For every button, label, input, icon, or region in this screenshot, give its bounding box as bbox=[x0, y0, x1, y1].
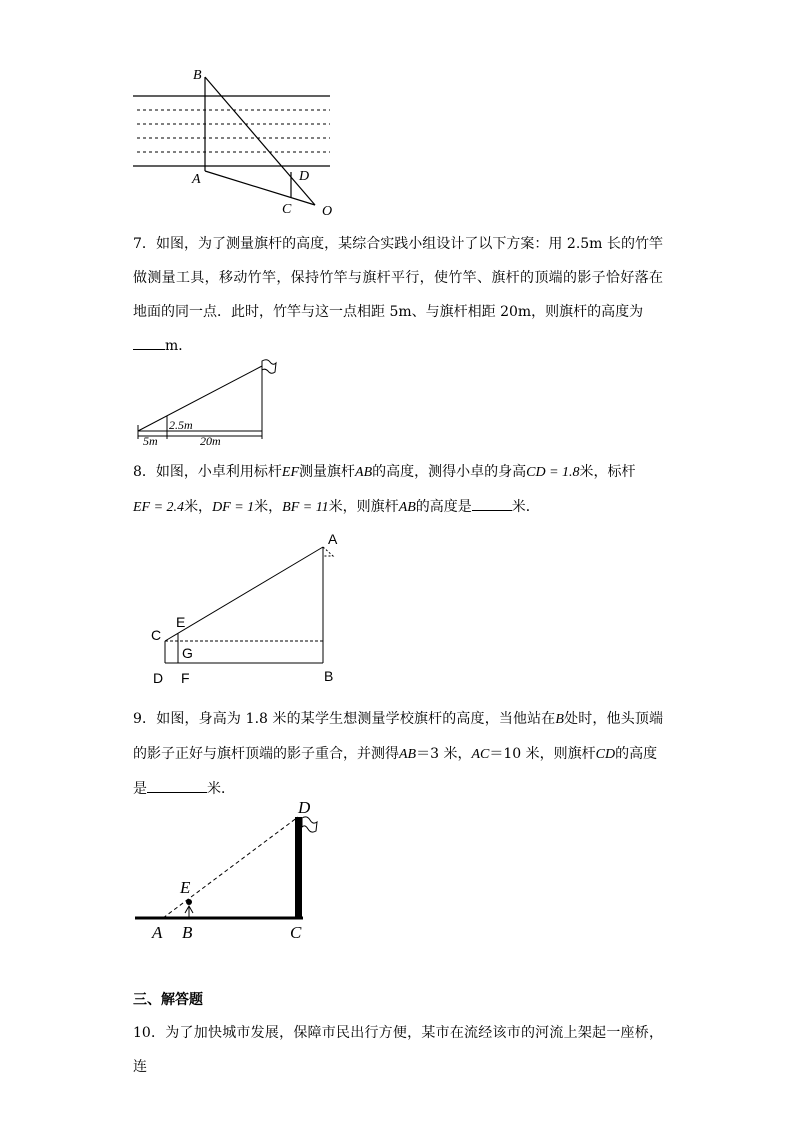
label-d: D bbox=[153, 670, 164, 686]
label-e: E bbox=[176, 614, 186, 630]
question-9 bbox=[133, 702, 663, 806]
math-ef: EF bbox=[281, 465, 300, 480]
question-10 bbox=[133, 1016, 663, 1084]
question-7 bbox=[133, 227, 663, 363]
unit-text: m． bbox=[165, 338, 193, 354]
answer-blank[interactable] bbox=[133, 335, 165, 350]
marker-diagram bbox=[145, 528, 355, 688]
math-ab: AB bbox=[399, 747, 417, 762]
label-c: C bbox=[290, 923, 302, 942]
label-d: D bbox=[298, 798, 311, 817]
text-segment: ＝3 米， bbox=[416, 746, 472, 762]
question-number: 9． bbox=[133, 711, 157, 727]
math-cd: CD bbox=[595, 747, 616, 762]
label-a: A bbox=[328, 531, 338, 547]
label-dist-20m: 20m bbox=[200, 434, 221, 448]
text-segment: 米， bbox=[184, 499, 213, 515]
student-diagram bbox=[133, 797, 333, 947]
question-text: 为了加快城市发展，保障市民出行方便，某市在流经该市的河流上架起一座桥，连 bbox=[133, 1025, 663, 1075]
text-segment: 处时，他头顶端的影子正好与旗杆顶端的影子重合，并测得 bbox=[133, 711, 663, 762]
question-number: 10． bbox=[133, 1025, 166, 1041]
river-diagram bbox=[133, 65, 343, 225]
label-a: A bbox=[152, 923, 163, 942]
text-segment: 如图，身高为 1.8 米的某学生想测量学校旗杆的高度，当他站在 bbox=[156, 711, 556, 727]
math-ab: AB bbox=[355, 465, 373, 480]
flagpole-diagram bbox=[133, 355, 283, 450]
math-bf: BF = 11 bbox=[282, 500, 329, 515]
math-b: B bbox=[555, 712, 564, 727]
question-number: 8． bbox=[133, 464, 156, 480]
flag-icon bbox=[302, 817, 317, 832]
sight-line bbox=[138, 366, 262, 431]
question-number: 7． bbox=[133, 236, 156, 252]
answer-blank[interactable] bbox=[472, 496, 512, 511]
question-text: 如图，为了测量旗杆的高度，某综合实践小组设计了以下方案：用 2.5m 长的竹竿做测量工具，移动竹竿，保持竹竿与旗杆平行，使竹竿、旗杆的顶端的影子恰好落在地面的同一点．此时，竹竿与这一点相距 5m、与旗杆相距 20m，则旗杆的高度为 bbox=[133, 236, 663, 320]
label-b: B bbox=[324, 668, 334, 684]
label-d: D bbox=[299, 169, 310, 184]
student-head bbox=[186, 899, 192, 905]
label-g: G bbox=[182, 645, 193, 661]
math-ac: AC bbox=[471, 747, 490, 762]
figure-flagpole-bamboo bbox=[133, 355, 283, 450]
label-o: O bbox=[322, 204, 333, 219]
label-b: B bbox=[182, 923, 193, 942]
text-segment: 米． bbox=[207, 781, 235, 797]
flagpole-cd bbox=[295, 817, 302, 918]
label-bamboo-height: 2.5m bbox=[169, 418, 193, 432]
label-a: A bbox=[192, 172, 201, 187]
answer-blank[interactable] bbox=[147, 778, 207, 793]
text-segment: 的高度，测得小卓的身高 bbox=[372, 464, 527, 480]
question-8 bbox=[133, 455, 663, 525]
figure-river-triangle bbox=[133, 65, 343, 225]
math-ef-eq: EF = 2.4 bbox=[133, 500, 185, 515]
label-c: C bbox=[282, 202, 292, 217]
text-segment: 测量旗杆 bbox=[299, 464, 356, 480]
sight-line bbox=[165, 547, 323, 641]
shadow-line bbox=[163, 817, 298, 918]
label-e: E bbox=[180, 878, 191, 897]
text-segment: 米，标杆 bbox=[579, 464, 636, 480]
section-heading: 三、解答题 bbox=[133, 992, 203, 1008]
label-dist-5m: 5m bbox=[143, 434, 158, 448]
flag-icon bbox=[323, 547, 333, 556]
label-c: C bbox=[151, 627, 162, 643]
math-df: DF = 1 bbox=[212, 500, 255, 515]
math-ab: AB bbox=[398, 500, 416, 515]
math-cd: CD = 1.8 bbox=[526, 465, 580, 480]
label-f: F bbox=[181, 670, 190, 686]
text-segment: 如图，小卓利用标杆 bbox=[155, 464, 282, 480]
text-segment: 的高度 bbox=[615, 746, 658, 762]
label-b: B bbox=[193, 68, 202, 83]
text-segment: 的高度是 bbox=[415, 499, 472, 515]
flag-icon bbox=[262, 360, 276, 374]
figure-student-flagpole bbox=[133, 797, 333, 947]
text-segment: 米． bbox=[511, 499, 540, 515]
text-segment: 米，则旗杆 bbox=[328, 499, 399, 515]
figure-flagpole-marker bbox=[145, 528, 355, 688]
text-segment: 是 bbox=[133, 781, 147, 797]
text-segment: ＝10 米，则旗杆 bbox=[489, 746, 596, 762]
text-segment: 米， bbox=[254, 499, 283, 515]
